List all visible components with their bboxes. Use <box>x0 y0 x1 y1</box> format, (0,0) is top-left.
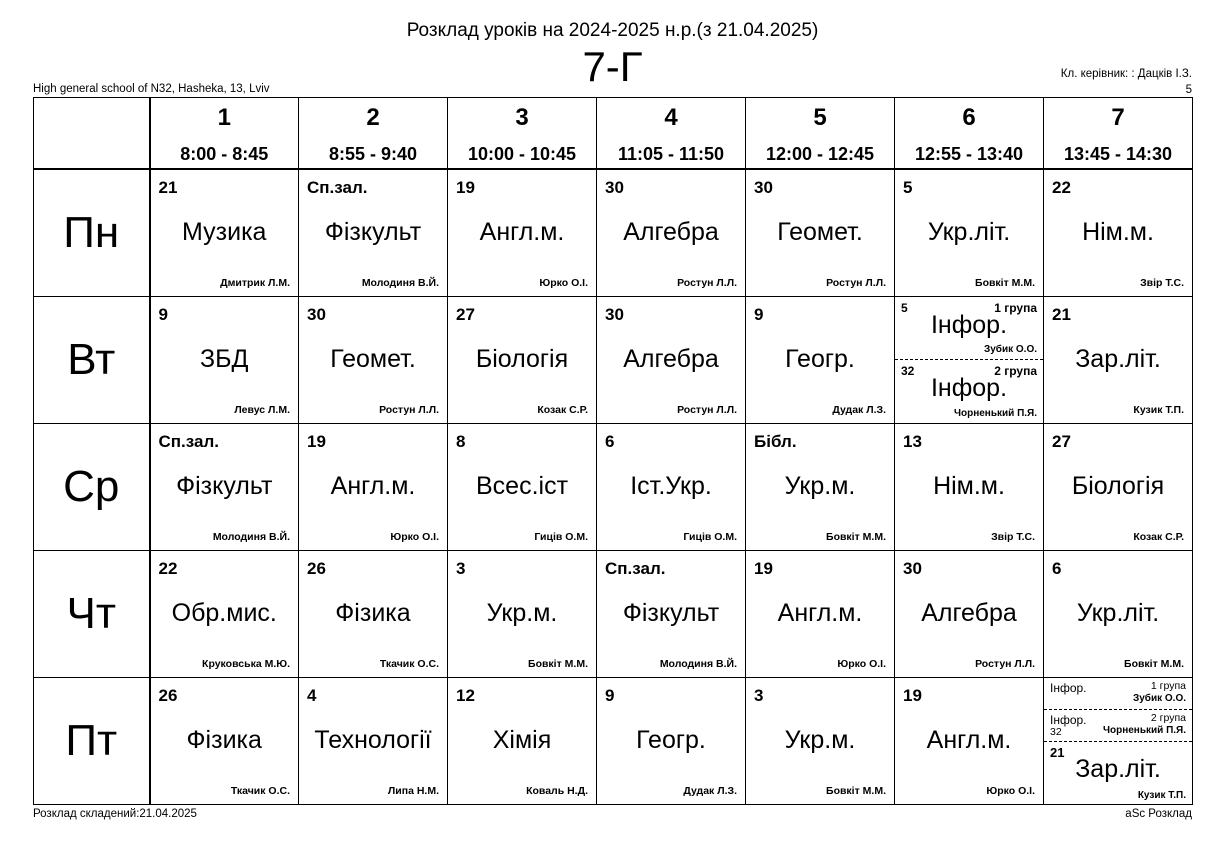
lesson-room: 30 <box>605 305 624 324</box>
lesson-cell <box>150 297 299 424</box>
lesson-teacher: Звір Т.С. <box>1140 277 1184 289</box>
corner-cell <box>34 98 150 170</box>
lesson-teacher: Ткачик О.С. <box>379 658 439 670</box>
day-row-monday <box>34 169 1193 297</box>
class-name: 7-Г <box>582 43 643 90</box>
lesson-subject: Фізика <box>335 599 411 627</box>
lesson-room: 30 <box>754 178 773 197</box>
lesson-room: Бібл. <box>754 432 797 451</box>
lesson-cell <box>746 678 895 805</box>
lesson-subject: Геомет. <box>330 345 416 373</box>
period-header <box>150 98 299 170</box>
lesson-room: 12 <box>456 686 475 705</box>
day-row-thursday <box>34 551 1193 678</box>
lesson-subject: Геогр. <box>785 345 855 373</box>
lesson-group: 2 група <box>1150 712 1186 724</box>
day-row-tuesday <box>34 297 1193 424</box>
period-number: 7 <box>1111 104 1125 131</box>
lesson-subject: Геомет. <box>777 218 863 246</box>
lesson-cell <box>448 678 597 805</box>
lesson-room: 9 <box>158 305 168 324</box>
period-number: 2 <box>366 104 380 131</box>
lesson-cell <box>746 297 895 424</box>
period-number: 3 <box>515 104 529 131</box>
lesson <box>1044 742 1192 804</box>
lesson-teacher: Зубик О.О. <box>983 344 1037 355</box>
group-lesson <box>895 297 1043 360</box>
lesson-teacher: Зубик О.О. <box>1132 693 1186 704</box>
lesson-room: 26 <box>158 686 178 705</box>
lesson-room: 27 <box>1052 432 1071 451</box>
lesson-room: 3 <box>754 686 764 705</box>
lesson-room: 3 <box>456 559 466 578</box>
period-time: 12:55 - 13:40 <box>914 144 1024 164</box>
lesson-room: 22 <box>1052 178 1071 197</box>
page-title: Розклад уроків на 2024-2025 н.р.(з 21.04.2025) <box>406 20 819 41</box>
period-number: 6 <box>962 104 976 131</box>
class-teacher-number: 5 <box>1185 84 1192 96</box>
lesson-cell <box>299 424 448 551</box>
lesson-room: 13 <box>903 432 922 451</box>
lesson-cell <box>895 424 1044 551</box>
school-name: High general school of N32, Hasheka, 13, Lviv <box>33 83 270 95</box>
lesson-room: 19 <box>903 686 922 705</box>
lesson-room: 21 <box>158 178 178 197</box>
lesson-teacher: Ростун Л.Л. <box>677 277 737 289</box>
lesson-teacher: Гиців О.М. <box>683 531 737 543</box>
lesson-teacher: Ткачик О.С. <box>230 785 290 797</box>
lesson-subject: Алгебра <box>921 599 1017 627</box>
lesson-subject: Укр.м. <box>784 472 856 500</box>
lesson-cell <box>746 551 895 678</box>
lesson-teacher: Звір Т.С. <box>991 531 1035 543</box>
period-header <box>746 98 895 170</box>
lesson-room: 19 <box>754 559 773 578</box>
lesson-cell <box>150 169 299 297</box>
lesson-room: 6 <box>1052 559 1062 578</box>
lesson-room: 22 <box>158 559 178 578</box>
lesson-group: 1 група <box>994 301 1037 315</box>
footer-software: aSc Розклад <box>1125 808 1192 820</box>
lesson-teacher: Кузик Т.П. <box>1137 790 1186 801</box>
lesson-subject: Англ.м. <box>479 218 565 246</box>
lesson-cell <box>448 297 597 424</box>
lesson-teacher: Бовкіт М.М. <box>826 785 886 797</box>
lesson-teacher: Молодиня В.Й. <box>212 531 290 543</box>
period-number: 5 <box>813 104 827 131</box>
lesson-subject: Технології <box>314 726 432 754</box>
period-number: 1 <box>217 104 231 131</box>
lesson-teacher: Юрко О.І. <box>837 658 886 670</box>
lesson-room: 30 <box>307 305 326 324</box>
lesson-cell <box>746 169 895 297</box>
lesson-cell <box>448 551 597 678</box>
day-name: Вт <box>34 297 150 424</box>
lesson-subject: Фізика <box>186 726 262 754</box>
day-row-friday <box>34 678 1193 805</box>
lesson-cell <box>299 169 448 297</box>
lesson-cell <box>1044 551 1193 678</box>
lesson-cell <box>597 424 746 551</box>
lesson-subject: Біологія <box>1071 472 1165 500</box>
day-name: Пт <box>34 678 150 805</box>
lesson-room: 5 <box>901 301 908 315</box>
lesson-teacher: Ростун Л.Л. <box>826 277 886 289</box>
lesson-room: 6 <box>605 432 615 451</box>
day-name: Чт <box>34 551 150 678</box>
lesson-teacher: Бовкіт М.М. <box>975 277 1035 289</box>
lesson-cell <box>299 678 448 805</box>
lesson-group: 1 група <box>1150 680 1186 692</box>
lesson-room: 5 <box>903 178 913 197</box>
period-time: 10:00 - 10:45 <box>467 144 577 164</box>
lesson-cell <box>299 551 448 678</box>
lesson-cell-triple <box>1044 678 1193 805</box>
day-name: Пн <box>34 169 150 297</box>
lesson-subject: Обр.мис. <box>171 599 277 627</box>
lesson-subject: ЗБД <box>200 345 249 373</box>
group-lesson <box>1044 678 1192 710</box>
lesson-cell <box>1044 424 1193 551</box>
lesson-cell <box>597 551 746 678</box>
period-header <box>448 98 597 170</box>
class-teacher: Кл. керівник: : Дацків І.З. <box>1060 68 1192 80</box>
lesson-subject: Укр.м. <box>784 726 856 754</box>
lesson-teacher: Круковська М.Ю. <box>202 658 290 670</box>
lesson-room: 30 <box>605 178 624 197</box>
lesson-teacher: Козак С.Р. <box>1133 531 1184 543</box>
lesson-subject: Фізкульт <box>176 472 273 500</box>
lesson-room: 8 <box>456 432 466 451</box>
lesson-teacher: Чорненький П.Я. <box>1102 725 1186 736</box>
lesson-room: Сп.зал. <box>158 432 219 451</box>
lesson-subject: Інфор. <box>1050 681 1087 695</box>
lesson-cell-split <box>895 297 1044 424</box>
lesson-room: 26 <box>307 559 326 578</box>
lesson-subject: Зар.літ. <box>1075 755 1161 783</box>
lesson-subject: Нім.м. <box>1082 218 1154 246</box>
lesson-subject: Алгебра <box>623 218 719 246</box>
lesson-room: Сп.зал. <box>307 178 368 197</box>
group-lesson <box>895 360 1043 423</box>
lesson-room: 19 <box>307 432 326 451</box>
lesson-cell <box>597 169 746 297</box>
period-header <box>1044 98 1193 170</box>
lesson-subject: Англ.м. <box>926 726 1012 754</box>
lesson-cell <box>448 169 597 297</box>
lesson-teacher: Ростун Л.Л. <box>379 404 439 416</box>
lesson-cell <box>1044 297 1193 424</box>
lesson-teacher: Бовкіт М.М. <box>826 531 886 543</box>
lesson-subject: Інфор. <box>930 374 1008 402</box>
lesson-room: 4 <box>307 686 317 705</box>
lesson-subject: Геогр. <box>636 726 706 754</box>
lesson-subject: Укр.літ. <box>927 218 1011 246</box>
lesson-cell <box>150 424 299 551</box>
lesson-cell <box>895 678 1044 805</box>
lesson-subject: Укр.літ. <box>1076 599 1160 627</box>
lesson-teacher: Юрко О.І. <box>986 785 1035 797</box>
lesson-cell <box>448 424 597 551</box>
lesson-teacher: Коваль Н.Д. <box>526 785 588 797</box>
period-header-row <box>34 98 1193 170</box>
lesson-room: 32 <box>1050 726 1062 738</box>
period-time: 12:00 - 12:45 <box>765 144 875 164</box>
period-time: 13:45 - 14:30 <box>1063 144 1173 164</box>
day-name: Ср <box>34 424 150 551</box>
period-time: 8:00 - 8:45 <box>180 144 269 164</box>
period-number: 4 <box>664 104 678 131</box>
lesson-room: 21 <box>1050 745 1065 760</box>
group-lesson <box>1044 710 1192 742</box>
lesson-subject: Фізкульт <box>622 599 720 627</box>
period-time: 11:05 - 11:50 <box>617 144 725 164</box>
lesson-teacher: Гиців О.М. <box>534 531 588 543</box>
day-row-wednesday <box>34 424 1193 551</box>
lesson-cell <box>895 169 1044 297</box>
lesson-teacher: Кузик Т.П. <box>1133 404 1184 416</box>
lesson-subject: Інфор. <box>930 311 1008 339</box>
lesson-group: 2 група <box>994 364 1037 378</box>
lesson-teacher: Юрко О.І. <box>539 277 588 289</box>
lesson-subject: Інфор. <box>1050 713 1087 727</box>
lesson-subject: Англ.м. <box>330 472 416 500</box>
lesson-subject: Всес.іст <box>475 472 569 500</box>
lesson-teacher: Чорненький П.Я. <box>953 408 1037 419</box>
lesson-room: 9 <box>605 686 615 705</box>
lesson-room: 27 <box>456 305 475 324</box>
lesson-subject: Англ.м. <box>777 599 863 627</box>
lesson-subject: Фізкульт <box>324 218 422 246</box>
lesson-teacher: Левус Л.М. <box>234 404 290 416</box>
lesson-subject: Укр.м. <box>486 599 558 627</box>
lesson-cell <box>299 297 448 424</box>
lesson-subject: Музика <box>182 218 267 246</box>
lesson-room: 21 <box>1052 305 1071 324</box>
lesson-room: Сп.зал. <box>605 559 666 578</box>
lesson-room: 19 <box>456 178 475 197</box>
lesson-room: 9 <box>754 305 764 324</box>
lesson-cell <box>895 551 1044 678</box>
period-time: 8:55 - 9:40 <box>328 144 418 164</box>
lesson-cell <box>746 424 895 551</box>
period-header <box>597 98 746 170</box>
lesson-subject: Біологія <box>475 345 569 373</box>
lesson-cell <box>150 678 299 805</box>
lesson-teacher: Дмитрик Л.М. <box>220 277 290 289</box>
lesson-teacher: Козак С.Р. <box>537 404 588 416</box>
lesson-teacher: Дудак Л.З. <box>832 404 886 416</box>
lesson-subject: Нім.м. <box>933 472 1005 500</box>
timetable <box>33 97 1193 805</box>
lesson-subject: Хімія <box>492 726 552 754</box>
lesson-room: 32 <box>901 364 915 378</box>
lesson-teacher: Бовкіт М.М. <box>528 658 588 670</box>
lesson-room: 30 <box>903 559 922 578</box>
lesson-teacher: Юрко О.І. <box>390 531 439 543</box>
lesson-teacher: Липа Н.М. <box>387 785 439 797</box>
lesson-teacher: Молодиня В.Й. <box>361 277 439 289</box>
lesson-teacher: Молодиня В.Й. <box>659 658 737 670</box>
lesson-teacher: Ростун Л.Л. <box>677 404 737 416</box>
lesson-cell <box>597 297 746 424</box>
lesson-subject: Зар.літ. <box>1075 345 1161 373</box>
lesson-subject: Іст.Укр. <box>630 472 712 500</box>
period-header <box>895 98 1044 170</box>
lesson-cell <box>150 551 299 678</box>
lesson-teacher: Ростун Л.Л. <box>975 658 1035 670</box>
lesson-teacher: Дудак Л.З. <box>683 785 737 797</box>
lesson-teacher: Бовкіт М.М. <box>1124 658 1184 670</box>
lesson-cell <box>1044 169 1193 297</box>
period-header <box>299 98 448 170</box>
lesson-cell <box>597 678 746 805</box>
lesson-subject: Алгебра <box>623 345 719 373</box>
footer-generated-date: Розклад складений:21.04.2025 <box>33 808 197 820</box>
